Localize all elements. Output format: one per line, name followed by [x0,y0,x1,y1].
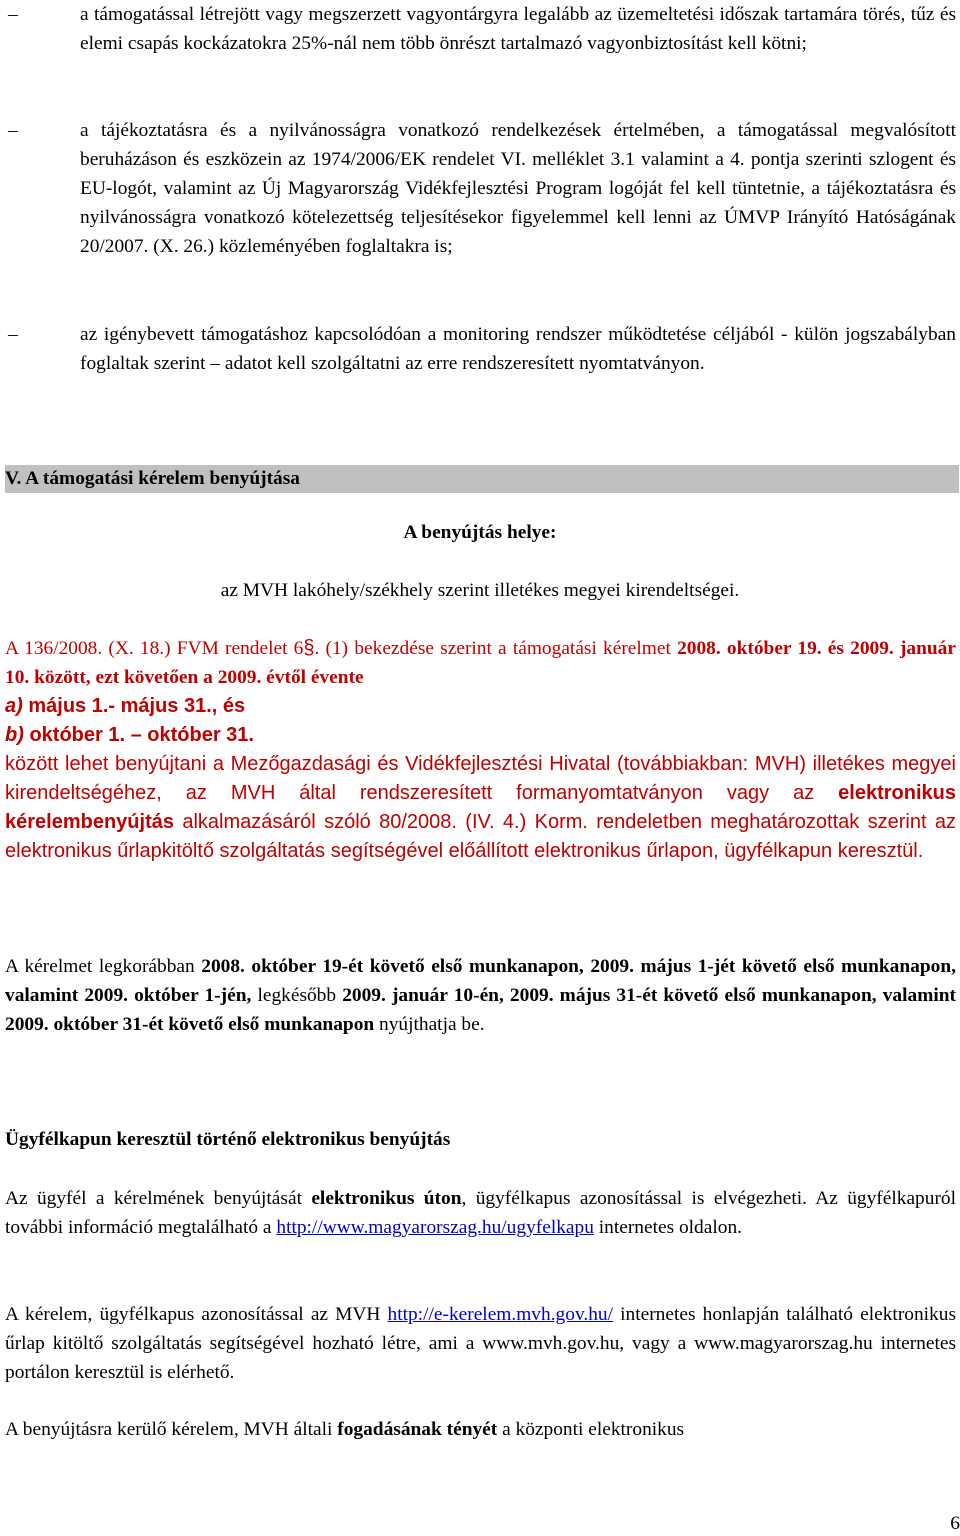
ugyfelkapu-paragraph-2 [5,1300,956,1387]
earliest-text: A kérelmet legkorábban [5,956,202,977]
ugyfelkapu-heading: Ügyfélkapun keresztül történő elektronikus benyújtás [5,1129,451,1150]
deadline-dates: 2008. október 19. és 2009. január 10. között, ezt követően a 2009. évtől évente [5,638,956,688]
deadline-body: között lehet benyújtani a Mezőgazdasági és Vidékfejlesztési Hivatal (továbbiakban: MVH) illetékes megyei kirendeltségéhez, az MVH által rendszeresített formanyomtatványon vagy az [5,753,956,804]
section-sign: § [303,637,315,659]
ugyfelkapu-paragraph-1 [5,1184,956,1242]
ugyfelkapu-paragraph-3 [5,1415,956,1444]
period-b-letter: b) [5,724,24,746]
period-a-letter: a) [5,695,23,717]
paragraph-text: A benyújtásra kerülő kérelem, MVH általi [5,1419,338,1440]
period-a [5,695,245,717]
earliest-text: nyújthatja be. [374,1014,485,1035]
list-item-text: a tájékoztatásra és a nyilvánosságra vonatkozó rendelkezések értelmében, a támogatással megvalósított beruházáson és eszközein az 1974/2006/EK rendelet VI. melléklet 3.1 valamint a 4. pontja szerinti szlogent és EU-logót, valamint az Új Magyarország Vidékfejlesztési Program logóját fel kell tüntetnie, a tájékoztatásra és nyilvánosságra vonatkozó kötelezettség teljesítésekor figyelemmel kell lenni az ÚMVP Irányító Hatóságának 20/2007. (X. 26.) közleményében foglaltakra is; [80,120,956,257]
latest-dates: 2009. január 10-én, 2009. május 31-ét követő első munkanapon, valamint 2009. október 31-ét követő első munkanapon [5,985,956,1035]
deadline-body: alkalmazásáról szóló 80/2008. (IV. 4.) Korm. rendeletben meghatározottak szerint az elektronikus űrlapkitöltő szolgáltatás segítségével előállított elektronikus űrlapon, ügyfélkapun keresztül. [5,811,956,862]
dash-bullet: – [8,120,18,141]
list-item-text: a támogatással létrejött vagy megszerzett vagyontárgyra legalább az üzemeltetési időszak tartamára törés, tűz és elemi csapás kockázatokra 25%-nál nem több önrészt tartalmazó vagyonbiztosítást kell kötni; [80,4,956,54]
paragraph-text: , ügyfélkapus azonosítással is elvégezheti. Az ügyfélkapuról további információ megtalálható a [5,1188,956,1238]
dash-bullet: – [8,4,18,25]
earliest-dates: 2008. október 19-ét követő első munkanapon, 2009. május 1-jét követő első munkanapon, valamint 2009. október 1-jén, [5,956,956,1006]
deadline-body-bold: elektronikus kérelembenyújtás [5,782,956,833]
paragraph-text: Az ügyfél a kérelmének benyújtását [5,1188,312,1209]
ugyfelkapu-link[interactable]: http://www.magyarorszag.hu/ugyfelkapu [276,1217,594,1238]
paragraph-text: a központi elektronikus [497,1419,685,1440]
section-heading: V. A támogatási kérelem benyújtása [5,465,959,493]
period-b [5,724,254,746]
deadline-paragraph [5,634,956,866]
period-b-text: október 1. – október 31. [23,724,254,746]
deadline-text: A 136/2008. (X. 18.) FVM rendelet 6 [5,638,304,659]
period-a-text: május 1.- május 31., és [22,695,246,717]
dash-bullet: – [8,324,18,345]
paragraph-bold: fogadásának tényét [337,1419,498,1440]
place-heading: A benyújtás helye: [403,522,557,543]
e-kerelem-link[interactable]: http://e-kerelem.mvh.gov.hu/ [387,1304,614,1325]
deadline-text: . (1) bekezdése szerint a támogatási kérelmet [314,638,678,659]
paragraph-bold: elektronikus úton [311,1188,462,1209]
earliest-paragraph [5,952,956,1039]
list-item-text: az igénybevett támogatáshoz kapcsolódóan a monitoring rendszer működtetése céljából - külön jogszabályban foglaltak szerint – adatot kell szolgáltatni az erre rendszeresített nyomtatványon. [80,324,956,374]
paragraph-text: internetes honlapján található elektronikus űrlap kitöltő szolgáltatás segítségével hozható létre, ami a www.mvh.gov.hu, vagy a www.magyarorszag.hu internetes portálon keresztül is elérhető. [5,1304,956,1383]
paragraph-text: A kérelem, ügyfélkapus azonosítással az MVH [5,1304,388,1325]
place-text: az MVH lakóhely/székhely szerint illetékes megyei kirendeltségei. [220,580,740,601]
paragraph-text: internetes oldalon. [593,1217,742,1238]
earliest-text: legkésőbb [251,985,343,1006]
page-number: 6 [950,1513,960,1534]
